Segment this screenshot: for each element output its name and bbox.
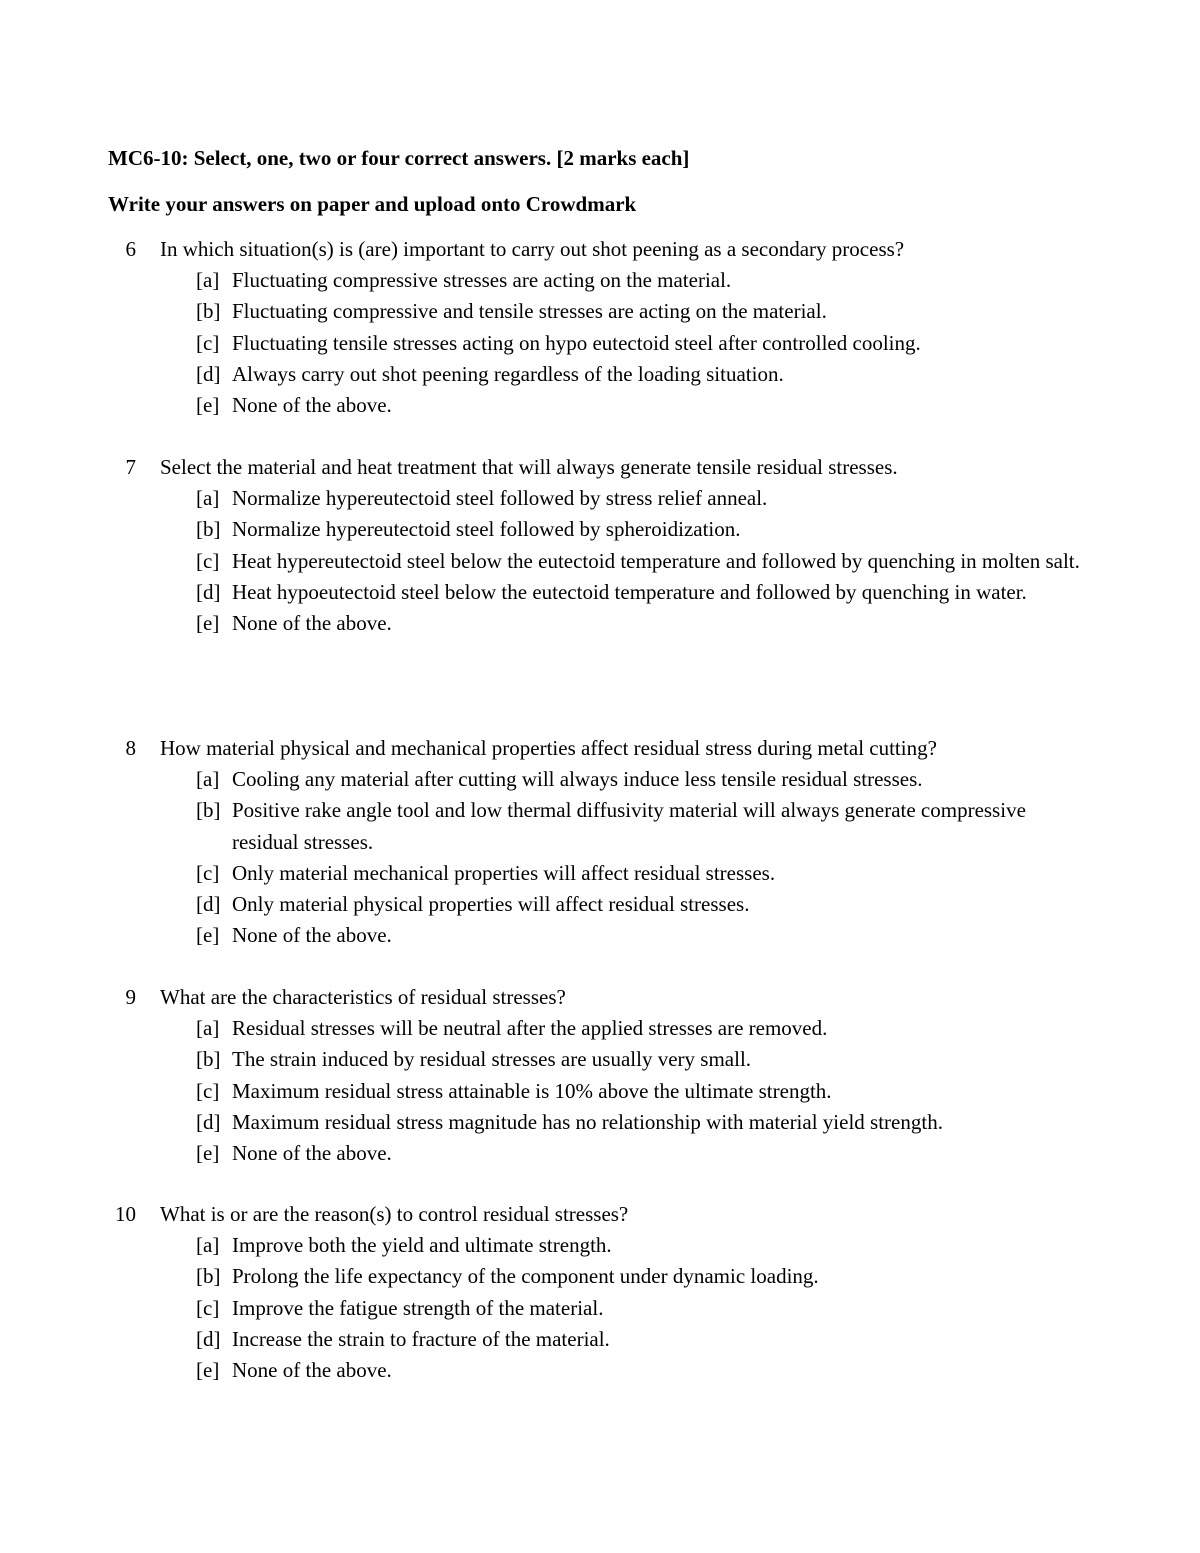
- question-6: [108, 234, 1108, 421]
- option-a: [108, 1013, 1108, 1044]
- option-b: [108, 795, 1108, 857]
- question-8: [108, 733, 1108, 951]
- option-text: Fluctuating tensile stresses acting on hypo eutectoid steel after controlled cooling.: [232, 330, 921, 355]
- option-label: [d]: [196, 892, 221, 916]
- option-text: Fluctuating compressive stresses are acting on the material.: [232, 268, 732, 293]
- option-e: [108, 920, 1108, 951]
- option-text: None of the above.: [232, 1141, 392, 1165]
- question-10: [108, 1199, 1108, 1386]
- option-d: [108, 1324, 1108, 1355]
- option-text: Maximum residual stress magnitude has no relationship with material yield strength.: [232, 1109, 943, 1134]
- option-d: [108, 359, 1108, 390]
- option-b: [108, 1044, 1108, 1075]
- option-text: None of the above.: [232, 611, 392, 635]
- question-9: [108, 982, 1108, 1169]
- option-text: None of the above.: [232, 1358, 392, 1382]
- option-label: [c]: [196, 1078, 220, 1103]
- option-text: Positive rake angle tool and low thermal diffusivity material will always generate compressive residual stresses.: [232, 798, 1026, 854]
- option-label: [c]: [196, 860, 220, 885]
- option-label: [b]: [196, 517, 221, 542]
- option-label: [c]: [196, 330, 220, 355]
- option-text: Only material physical properties will affect residual stresses.: [232, 892, 750, 916]
- option-label: [d]: [196, 1109, 221, 1134]
- option-text: Prolong the life expectancy of the component under dynamic loading.: [232, 1264, 819, 1289]
- question-number: 9: [125, 985, 136, 1009]
- question-text: What is or are the reason(s) to control residual stresses?: [160, 1202, 629, 1226]
- option-label: [d]: [196, 579, 221, 604]
- option-b: [108, 296, 1108, 327]
- option-b: [108, 1261, 1108, 1292]
- question-text: What are the characteristics of residual stresses?: [160, 985, 566, 1009]
- option-e: [108, 1138, 1108, 1169]
- option-label: [e]: [196, 1358, 220, 1382]
- option-text: Normalize hypereutectoid steel followed by stress relief anneal.: [232, 486, 768, 511]
- option-text: Only material mechanical properties will affect residual stresses.: [232, 860, 776, 885]
- option-c: [108, 328, 1108, 359]
- option-text: Increase the strain to fracture of the material.: [232, 1326, 610, 1351]
- option-label: [d]: [196, 1326, 221, 1351]
- option-c: [108, 1076, 1108, 1107]
- option-a: [108, 483, 1108, 514]
- option-b: [108, 514, 1108, 545]
- option-a: [108, 764, 1108, 795]
- option-label: [e]: [196, 393, 220, 417]
- option-label: [a]: [196, 1016, 220, 1041]
- option-label: [a]: [196, 767, 220, 792]
- question-text: How material physical and mechanical properties affect residual stress during metal cutting?: [160, 736, 937, 760]
- option-text: Residual stresses will be neutral after the applied stresses are removed.: [232, 1016, 828, 1041]
- option-label: [b]: [196, 1047, 221, 1072]
- option-text: Fluctuating compressive and tensile stresses are acting on the material.: [232, 299, 827, 324]
- option-text: Heat hypoeutectoid steel below the eutectoid temperature and followed by quenching in water.: [232, 579, 1027, 604]
- option-text: None of the above.: [232, 923, 392, 948]
- option-label: [a]: [196, 1233, 220, 1258]
- option-label: [e]: [196, 611, 220, 635]
- option-label: [d]: [196, 361, 221, 386]
- option-c: [108, 546, 1108, 577]
- option-e: [108, 1355, 1108, 1386]
- option-text: Always carry out shot peening regardless of the loading situation.: [232, 361, 784, 386]
- question-number: 7: [125, 455, 136, 479]
- option-label: [b]: [196, 798, 221, 823]
- option-label: [b]: [196, 299, 221, 324]
- section-title: MC6-10: Select, one, two or four correct answers. [2 marks each]: [108, 146, 690, 170]
- question-7: [108, 452, 1108, 639]
- option-d: [108, 1107, 1108, 1138]
- option-text: The strain induced by residual stresses are usually very small.: [232, 1047, 752, 1072]
- option-text: Normalize hypereutectoid steel followed by spheroidization.: [232, 517, 741, 542]
- question-text: In which situation(s) is (are) important to carry out shot peening as a secondary process?: [160, 237, 905, 261]
- question-number: 10: [115, 1202, 136, 1226]
- option-label: [e]: [196, 1141, 220, 1165]
- option-text: Maximum residual stress attainable is 10% above the ultimate strength.: [232, 1078, 832, 1103]
- option-e: [108, 608, 1108, 639]
- question-number: 6: [125, 237, 136, 261]
- option-text: None of the above.: [232, 393, 392, 417]
- option-label: [a]: [196, 486, 220, 511]
- option-a: [108, 265, 1108, 296]
- option-d: [108, 889, 1108, 920]
- upload-instruction: Write your answers on paper and upload onto Crowdmark: [108, 192, 637, 216]
- option-text: Cooling any material after cutting will always induce less tensile residual stresses.: [232, 767, 923, 792]
- option-e: [108, 390, 1108, 421]
- question-number: 8: [125, 736, 136, 760]
- option-c: [108, 1293, 1108, 1324]
- option-text: Heat hypereutectoid steel below the eutectoid temperature and followed by quenching in molten salt.: [232, 548, 1080, 573]
- option-label: [c]: [196, 548, 220, 573]
- option-text: Improve both the yield and ultimate strength.: [232, 1233, 612, 1258]
- option-text: Improve the fatigue strength of the material.: [232, 1295, 604, 1320]
- option-label: [c]: [196, 1295, 220, 1320]
- option-a: [108, 1230, 1108, 1261]
- option-label: [a]: [196, 268, 220, 293]
- option-label: [e]: [196, 923, 220, 948]
- option-c: [108, 858, 1108, 889]
- option-d: [108, 577, 1108, 608]
- option-label: [b]: [196, 1264, 221, 1289]
- question-text: Select the material and heat treatment that will always generate tensile residual stresses.: [160, 455, 898, 479]
